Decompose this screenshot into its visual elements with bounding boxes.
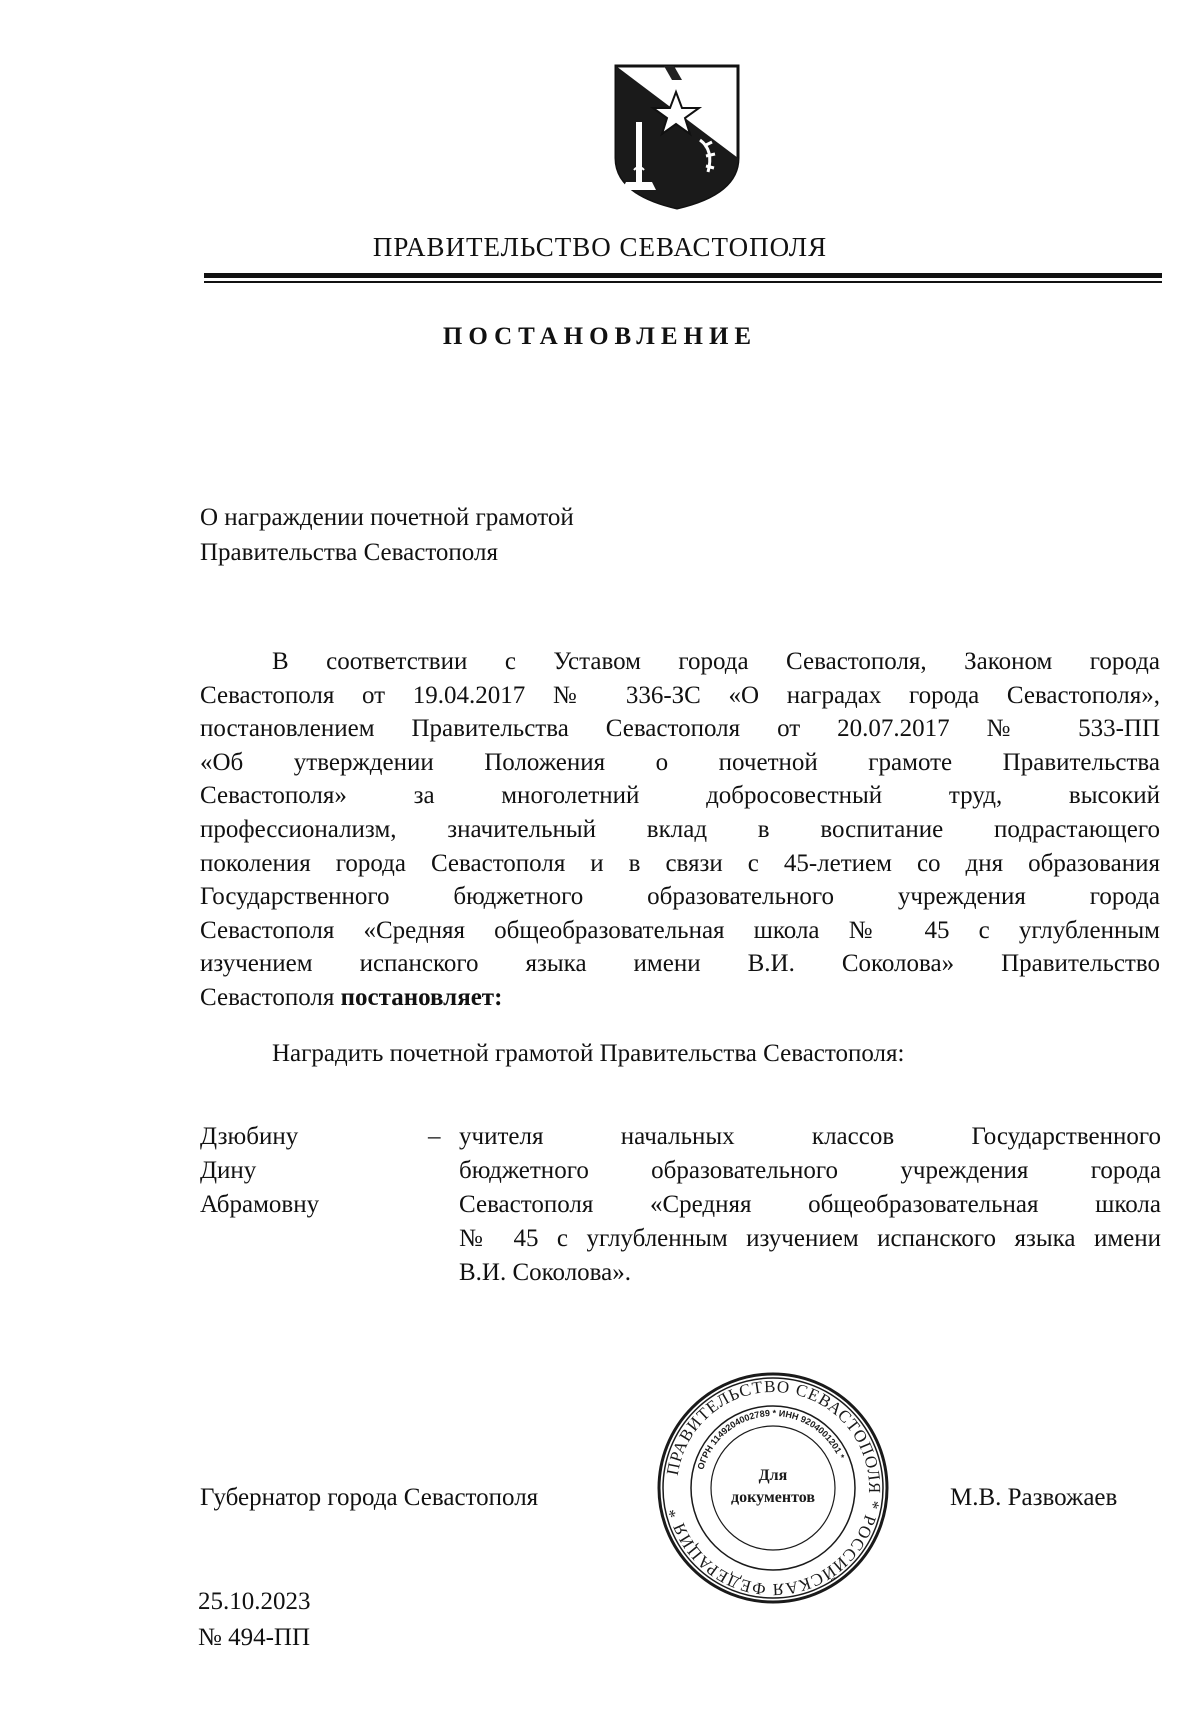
svg-text:ОГРН 1149204002789 * ИНН 92040 [696,1408,847,1471]
description-line: № 45 с углубленным изучением испанского языка имени [459,1225,1161,1252]
signatory-name: М.В. Развожаев [950,1484,1118,1511]
body-line: Севастополя «Средняя общеобразовательная школа № 45 с углубленным [200,916,1160,944]
body-line: Севастополя» за многолетний добросовестный труд, высокий [200,782,1160,810]
body-last-line-prefix: Севастополя [200,983,341,1011]
awardee-patronymic: Абрамовну [200,1191,320,1218]
signatory-role: Губернатор города Севастополя [200,1484,539,1511]
seal-outer-text: ПРАВИТЕЛЬСТВО СЕВАСТОПОЛЯ * РОССИЙСКАЯ ФЕДЕРАЦИЯ * [662,1376,885,1600]
header-rule-thick [204,273,1162,278]
seal-center-line-2: документов [731,1489,815,1506]
awardee-first-name: Дину [200,1157,257,1184]
awardee-surname: Дзюбину [200,1123,299,1150]
description-line: учителя начальных классов Государственного [459,1123,1161,1150]
description-line: Севастополя «Средняя общеобразовательная школа [459,1191,1161,1218]
seal-inner-text: ОГРН 1149204002789 * ИНН 9204001201 * [695,1407,847,1471]
description-line: В.И. Соколова». [459,1259,631,1286]
official-seal [655,1370,891,1606]
description-line: бюджетного образовательного учреждения города [459,1157,1161,1184]
body-last-line [200,981,1160,1015]
document-date: 25.10.2023 [198,1588,311,1615]
header-rule-thin [204,281,1162,283]
body-line: изучением испанского языка имени В.И. Соколова» Правительство [200,950,1160,978]
document-type-title: ПОСТАНОВЛЕНИЕ [442,323,758,350]
sevastopol-coat-of-arms-icon [612,62,742,210]
body-line: В соответствии с Уставом города Севастополя, Законом города [272,648,1160,675]
awardee-dash: – [428,1123,441,1150]
award-intro: Наградить почетной грамотой Правительства Севастополя: [272,1040,905,1067]
subject-block [200,500,900,570]
body-line: «Об утверждении Положения о почетной грамоте Правительства [200,748,1160,776]
subject-line-2: Правительства Севастополя [200,539,498,566]
organization-name: ПРАВИТЕЛЬСТВО СЕВАСТОПОЛЯ [372,232,828,262]
body-line: постановлением Правительства Севастополя от 20.07.2017 № 533-ПП [200,715,1160,743]
body-line: профессионализм, значительный вклад в воспитание подрастающего [200,815,1160,843]
subject-line-1: О награждении почетной грамотой [200,504,574,531]
body-line: поколения города Севастополя и в связи с 45-летием со дня образования [200,849,1160,877]
body-paragraph [200,645,1160,1015]
seal-center-line-1: Для [758,1467,788,1484]
body-line: Государственного бюджетного образовательного учреждения города [200,883,1160,911]
body-line: Севастополя от 19.04.2017 № 336-ЗС «О наградах города Севастополя», [200,681,1160,709]
awardee-description [459,1120,1161,1290]
document-number: № 494-ПП [198,1624,311,1651]
resolution-verb: постановляет: [340,983,503,1011]
awardee-name [200,1120,400,1222]
